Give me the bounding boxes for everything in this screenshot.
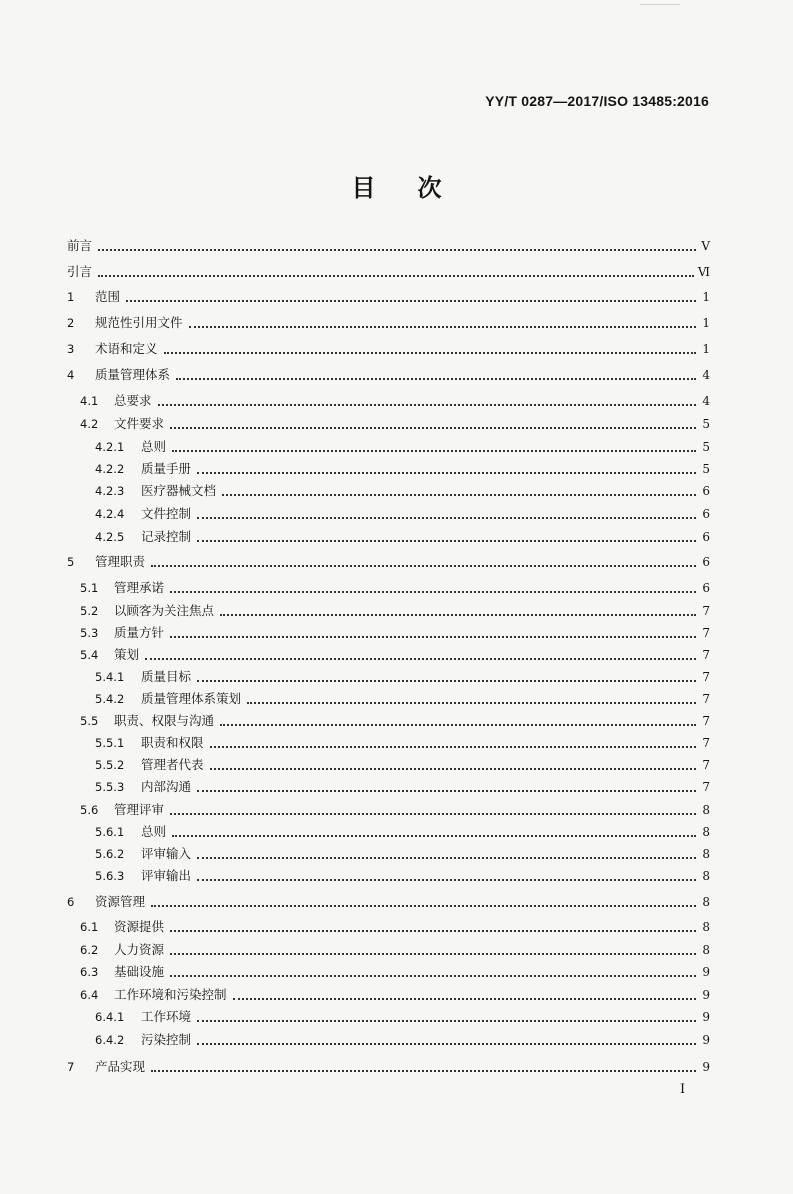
toc-entry-page: 8 <box>702 895 710 909</box>
toc-entry-page: 6 <box>702 555 710 569</box>
toc-entry-number: 7 <box>67 1060 75 1074</box>
toc-entry-page: 1 <box>702 342 710 356</box>
toc-entry-title: 质量管理体系策划 <box>141 691 242 706</box>
toc-entry-number: 4 <box>67 368 75 382</box>
dot-leader <box>176 378 696 380</box>
toc-entry-title: 策划 <box>114 647 140 662</box>
toc-entry-title: 质量目标 <box>141 669 192 684</box>
toc-entry-page: 6 <box>702 581 710 595</box>
toc-entry-page: 9 <box>702 965 710 979</box>
toc-entry-number: 6.4.1 <box>95 1010 125 1024</box>
dot-leader <box>210 768 696 770</box>
toc-entry[interactable] <box>67 965 710 979</box>
dot-leader <box>210 746 696 748</box>
dot-leader <box>197 540 696 542</box>
toc-entry[interactable] <box>67 555 710 569</box>
dot-leader <box>172 450 696 452</box>
toc-entry-page: 8 <box>702 920 710 934</box>
toc-entry[interactable] <box>67 847 710 861</box>
toc-entry-number: 5.4 <box>80 648 99 662</box>
toc-entry-number: 5.5.1 <box>95 736 125 750</box>
dot-leader <box>197 1043 696 1045</box>
dot-leader <box>145 658 696 660</box>
toc-entry-title: 管理职责 <box>95 554 146 569</box>
toc-entry[interactable] <box>67 342 710 356</box>
toc-entry-title: 总要求 <box>114 393 152 408</box>
toc-entry-title: 人力资源 <box>114 942 165 957</box>
dot-leader <box>197 517 696 519</box>
toc-entry-page: 6 <box>702 484 710 498</box>
toc-entry-title: 质量方针 <box>114 625 165 640</box>
dot-leader <box>151 905 696 907</box>
toc-entry-number: 3 <box>67 342 75 356</box>
toc-entry[interactable] <box>67 920 710 934</box>
dot-leader <box>170 813 696 815</box>
dot-leader <box>151 1070 696 1072</box>
toc-entry-page: 8 <box>702 869 710 883</box>
toc-entry[interactable] <box>67 394 710 408</box>
toc-entry-number: 5 <box>67 555 75 569</box>
toc-entry-title: 工作环境 <box>141 1009 192 1024</box>
toc-entry[interactable] <box>67 507 710 521</box>
toc-entry-number: 4.2.1 <box>95 440 125 454</box>
toc-entry-page: 8 <box>702 803 710 817</box>
toc-entry-page: 1 <box>702 290 710 304</box>
toc-entry[interactable] <box>67 239 710 253</box>
dot-leader <box>158 404 696 406</box>
toc-entry-number: 1 <box>67 290 75 304</box>
toc-entry-number: 5.3 <box>80 626 99 640</box>
toc-entry[interactable] <box>67 895 710 909</box>
dot-leader <box>170 975 696 977</box>
toc-entry[interactable] <box>67 736 710 750</box>
dot-leader <box>98 249 696 251</box>
page-number: I <box>680 1082 686 1097</box>
toc-entry-page: 4 <box>702 368 710 382</box>
toc-entry[interactable] <box>67 440 710 454</box>
toc-entry-title: 质量手册 <box>141 461 192 476</box>
toc-entry-number: 2 <box>67 316 75 330</box>
toc-entry-page: 8 <box>702 847 710 861</box>
toc-entry[interactable] <box>67 670 710 684</box>
dot-leader <box>197 879 696 881</box>
toc-entry-number: 5.6.2 <box>95 847 125 861</box>
toc-entry-page: 9 <box>702 1033 710 1047</box>
toc-entry-title: 管理评审 <box>114 802 165 817</box>
toc-entry-title: 总则 <box>141 824 167 839</box>
toc-entry-page: 7 <box>702 604 710 618</box>
toc-entry-title: 基础设施 <box>114 964 165 979</box>
toc-entry-number: 5.6 <box>80 803 99 817</box>
toc-entry-title: 管理承诺 <box>114 580 165 595</box>
toc-entry-number: 5.6.1 <box>95 825 125 839</box>
dot-leader <box>170 636 696 638</box>
toc-entry[interactable] <box>67 316 710 330</box>
toc-entry-title: 文件控制 <box>141 506 192 521</box>
toc-entry-page: 8 <box>702 943 710 957</box>
dot-leader <box>233 998 696 1000</box>
toc-entry-title: 资源管理 <box>95 894 146 909</box>
toc-entry-number: 5.4.1 <box>95 670 125 684</box>
toc-entry[interactable] <box>67 869 710 883</box>
toc-entry-page: 4 <box>702 394 710 408</box>
toc-entry-title: 术语和定义 <box>95 341 158 356</box>
dot-leader <box>197 472 696 474</box>
toc-entry-number: 4.2.4 <box>95 507 125 521</box>
toc-entry-number: 6.4 <box>80 988 99 1002</box>
toc-entry-title: 总则 <box>141 439 167 454</box>
toc-entry-number: 4.2.5 <box>95 530 125 544</box>
dot-leader <box>197 680 696 682</box>
toc-entry-title: 资源提供 <box>114 919 165 934</box>
toc-entry[interactable] <box>67 648 710 662</box>
toc-entry-page: 7 <box>702 780 710 794</box>
toc-entry-title: 记录控制 <box>141 529 192 544</box>
toc-entry-title: 范围 <box>95 289 121 304</box>
toc-entry-title: 职责和权限 <box>141 735 204 750</box>
toc-entry-page: 7 <box>702 670 710 684</box>
toc-entry[interactable] <box>67 1033 710 1047</box>
dot-leader <box>220 614 696 616</box>
toc-entry-title: 引言 <box>67 264 93 279</box>
dot-leader <box>197 857 696 859</box>
toc-entry-page: 7 <box>702 714 710 728</box>
toc-entry-number: 4.2.3 <box>95 484 125 498</box>
toc-entry-page: 5 <box>702 462 710 476</box>
toc-entry-title: 评审输出 <box>141 868 192 883</box>
toc-entry-page: 6 <box>702 530 710 544</box>
dot-leader <box>189 326 696 328</box>
toc-entry-page: 7 <box>702 736 710 750</box>
toc-entry-number: 5.5.3 <box>95 780 125 794</box>
toc-entry-number: 5.4.2 <box>95 692 125 706</box>
toc-entry-page: 7 <box>702 648 710 662</box>
toc-entry-number: 5.5 <box>80 714 99 728</box>
toc-entry-page: 8 <box>702 825 710 839</box>
toc-entry-page: 7 <box>702 626 710 640</box>
toc-entry[interactable] <box>67 1010 710 1024</box>
dot-leader <box>164 352 696 354</box>
title-char-1: 目 <box>351 174 376 202</box>
toc-entry[interactable] <box>67 265 710 279</box>
dot-leader <box>220 724 696 726</box>
toc-entry-number: 6.3 <box>80 965 99 979</box>
toc-entry-page: 6 <box>702 507 710 521</box>
toc-entry-number: 5.1 <box>80 581 99 595</box>
toc-entry-number: 6.2 <box>80 943 99 957</box>
dot-leader <box>172 835 696 837</box>
toc-entry-title: 内部沟通 <box>141 779 192 794</box>
toc-entry-title: 产品实现 <box>95 1059 146 1074</box>
page-title <box>0 168 793 203</box>
title-char-2: 次 <box>417 174 442 202</box>
toc-entry[interactable] <box>67 758 710 772</box>
toc-entry-title: 规范性引用文件 <box>95 315 183 330</box>
toc-entry-number: 6 <box>67 895 75 909</box>
toc-entry[interactable] <box>67 780 710 794</box>
toc-entry-title: 文件要求 <box>114 416 165 431</box>
toc-entry-title: 工作环境和污染控制 <box>114 987 227 1002</box>
toc-entry[interactable] <box>67 626 710 640</box>
toc-entry[interactable] <box>67 604 710 618</box>
toc-entry-page: Ⅴ <box>701 239 710 253</box>
toc-entry-title: 污染控制 <box>141 1032 192 1047</box>
dot-leader <box>197 790 696 792</box>
toc-entry-title: 医疗器械文档 <box>141 483 217 498</box>
toc-entry-number: 4.1 <box>80 394 99 408</box>
toc-entry[interactable] <box>67 943 710 957</box>
dot-leader <box>197 1020 696 1022</box>
toc-entry-page: 9 <box>702 1060 710 1074</box>
toc-entry-number: 6.4.2 <box>95 1033 125 1047</box>
toc-entry[interactable] <box>67 581 710 595</box>
toc-entry-title: 评审输入 <box>141 846 192 861</box>
toc-entry-page: 7 <box>702 692 710 706</box>
toc-entry-number: 5.6.3 <box>95 869 125 883</box>
scan-edge-mark <box>640 0 680 5</box>
toc-entry[interactable] <box>67 462 710 476</box>
toc-entry[interactable] <box>67 530 710 544</box>
toc-entry-number: 4.2 <box>80 417 99 431</box>
toc-entry-page: 7 <box>702 758 710 772</box>
dot-leader <box>170 953 696 955</box>
dot-leader <box>247 702 696 704</box>
toc-entry[interactable] <box>67 484 710 498</box>
dot-leader <box>170 591 696 593</box>
toc-entry-page: Ⅵ <box>697 265 710 279</box>
toc-entry-number: 5.5.2 <box>95 758 125 772</box>
dot-leader <box>170 427 696 429</box>
toc-entry-page: 1 <box>702 316 710 330</box>
toc-entry-page: 9 <box>702 1010 710 1024</box>
dot-leader <box>126 300 696 302</box>
dot-leader <box>222 494 696 496</box>
dot-leader <box>151 565 696 567</box>
toc-entry-title: 管理者代表 <box>141 757 204 772</box>
toc-entry-page: 9 <box>702 988 710 1002</box>
toc-entry[interactable] <box>67 692 710 706</box>
toc-entry-title: 质量管理体系 <box>95 367 171 382</box>
toc-entry-title: 职责、权限与沟通 <box>114 713 215 728</box>
toc-entry[interactable] <box>67 714 710 728</box>
toc-entry[interactable] <box>67 1060 710 1074</box>
toc-entry-number: 4.2.2 <box>95 462 125 476</box>
toc-entry-number: 5.2 <box>80 604 99 618</box>
standard-code: YY/T 0287—2017/ISO 13485:2016 <box>485 93 709 109</box>
toc-entry[interactable] <box>67 290 710 304</box>
dot-leader <box>98 275 694 277</box>
toc-entry[interactable] <box>67 988 710 1002</box>
toc-entry-page: 5 <box>702 440 710 454</box>
toc-entry[interactable] <box>67 803 710 817</box>
toc-entry-number: 6.1 <box>80 920 99 934</box>
toc-entry-page: 5 <box>702 417 710 431</box>
toc-entry-title: 前言 <box>67 238 93 253</box>
toc-entry-title: 以顾客为关注焦点 <box>114 603 215 618</box>
toc-entry[interactable] <box>67 825 710 839</box>
toc-entry[interactable] <box>67 368 710 382</box>
toc-entry[interactable] <box>67 417 710 431</box>
dot-leader <box>170 930 696 932</box>
